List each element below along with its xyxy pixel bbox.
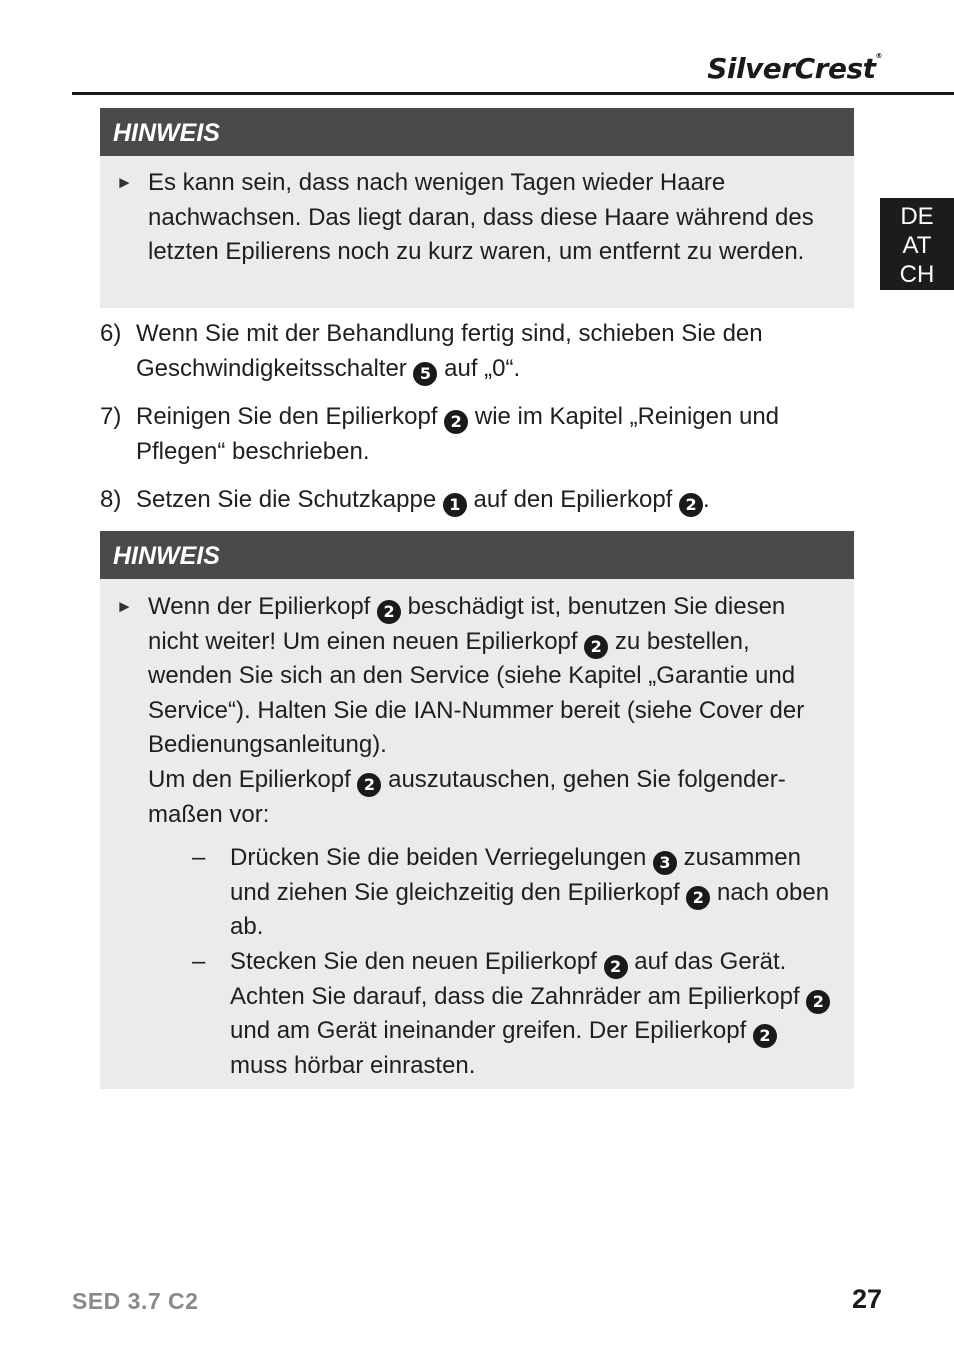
dash-list-item: – Drücken Sie die beiden Verriegelungen 3 zusammen und ziehen Sie gleichzeitig den Epilierkopf 2 nach oben ab. <box>148 841 834 945</box>
number-3-icon: 3 <box>653 851 677 875</box>
arrow-bullet-icon: ► <box>116 597 133 616</box>
notice-title: HINWEIS <box>100 108 854 156</box>
notice-paragraph: Wenn der Epilierkopf 2 beschädigt ist, benutzen Sie diesen nicht weiter! Um einen neuen Epilierkopf 2 zu bestellen, wenden Sie sich an den Service (siehe Kapitel „Garantie und Service“). Halten Sie die IAN-Nummer bereit (siehe Cover der Bedienungsanleitung). <box>148 593 805 759</box>
number-5-icon: 5 <box>413 362 437 386</box>
language-code: DE <box>900 203 934 230</box>
number-2-icon: 2 <box>686 886 710 910</box>
dash-bullet: – <box>192 947 206 975</box>
language-code: CH <box>899 261 935 288</box>
number-2-icon: 2 <box>604 955 628 979</box>
step-number: 8) <box>100 486 122 513</box>
notice-box <box>100 108 854 308</box>
instruction-step <box>100 317 860 386</box>
notice-paragraph: Um den Epilierkopf 2 auszutauschen, gehen Sie folgender-maßen vor: <box>148 765 786 828</box>
step-number: 6) <box>100 320 122 347</box>
dash-bullet: – <box>192 844 206 872</box>
language-code: AT <box>902 232 932 259</box>
notice-body <box>100 156 854 278</box>
model-number: SED 3.7 C2 <box>72 1288 199 1314</box>
number-2-icon: 2 <box>753 1024 777 1048</box>
arrow-bullet-icon: ► <box>116 173 133 192</box>
number-2-icon: 2 <box>357 773 381 797</box>
number-2-icon: 2 <box>806 990 830 1014</box>
notice-box <box>100 531 854 1089</box>
dash-list-item: – Stecken Sie den neuen Epilierkopf 2 auf das Gerät. Achten Sie darauf, dass die Zahnräder am Epilierkopf 2 und am Gerät ineinander greifen. Der Epilierkopf 2 muss hörbar einrasten. <box>148 945 834 1083</box>
step-text: Wenn Sie mit der Behandlung fertig sind, schieben Sie den Geschwindigkeitsschalter 5 auf „0“. <box>136 317 860 386</box>
step-text: Setzen Sie die Schutzkappe 1 auf den Epilierkopf 2 . <box>136 483 860 518</box>
number-2-icon: 2 <box>377 600 401 624</box>
notice-text: Es kann sein, dass nach wenigen Tagen wieder Haare nachwachsen. Das liegt daran, dass diese Haare während des letzten Epilierens noch zu kurz waren, um entfernt zu werden. <box>148 169 814 266</box>
number-1-icon: 1 <box>443 493 467 517</box>
step-text: Reinigen Sie den Epilierkopf 2 wie im Kapitel „Reinigen und Pflegen“ beschrieben. <box>136 403 780 465</box>
step-number: 7) <box>100 403 122 430</box>
number-2-icon: 2 <box>584 635 608 659</box>
header-rule <box>72 92 954 95</box>
page-number: 27 <box>851 1284 882 1314</box>
brand-logo: SilverCrest® <box>707 52 882 85</box>
notice-body <box>100 579 854 1091</box>
language-tab <box>880 198 954 290</box>
instruction-step <box>100 483 860 518</box>
notice-title: HINWEIS <box>100 531 854 579</box>
number-2-icon: 2 <box>679 493 703 517</box>
number-2-icon: 2 <box>444 410 468 434</box>
instruction-step <box>100 400 860 469</box>
